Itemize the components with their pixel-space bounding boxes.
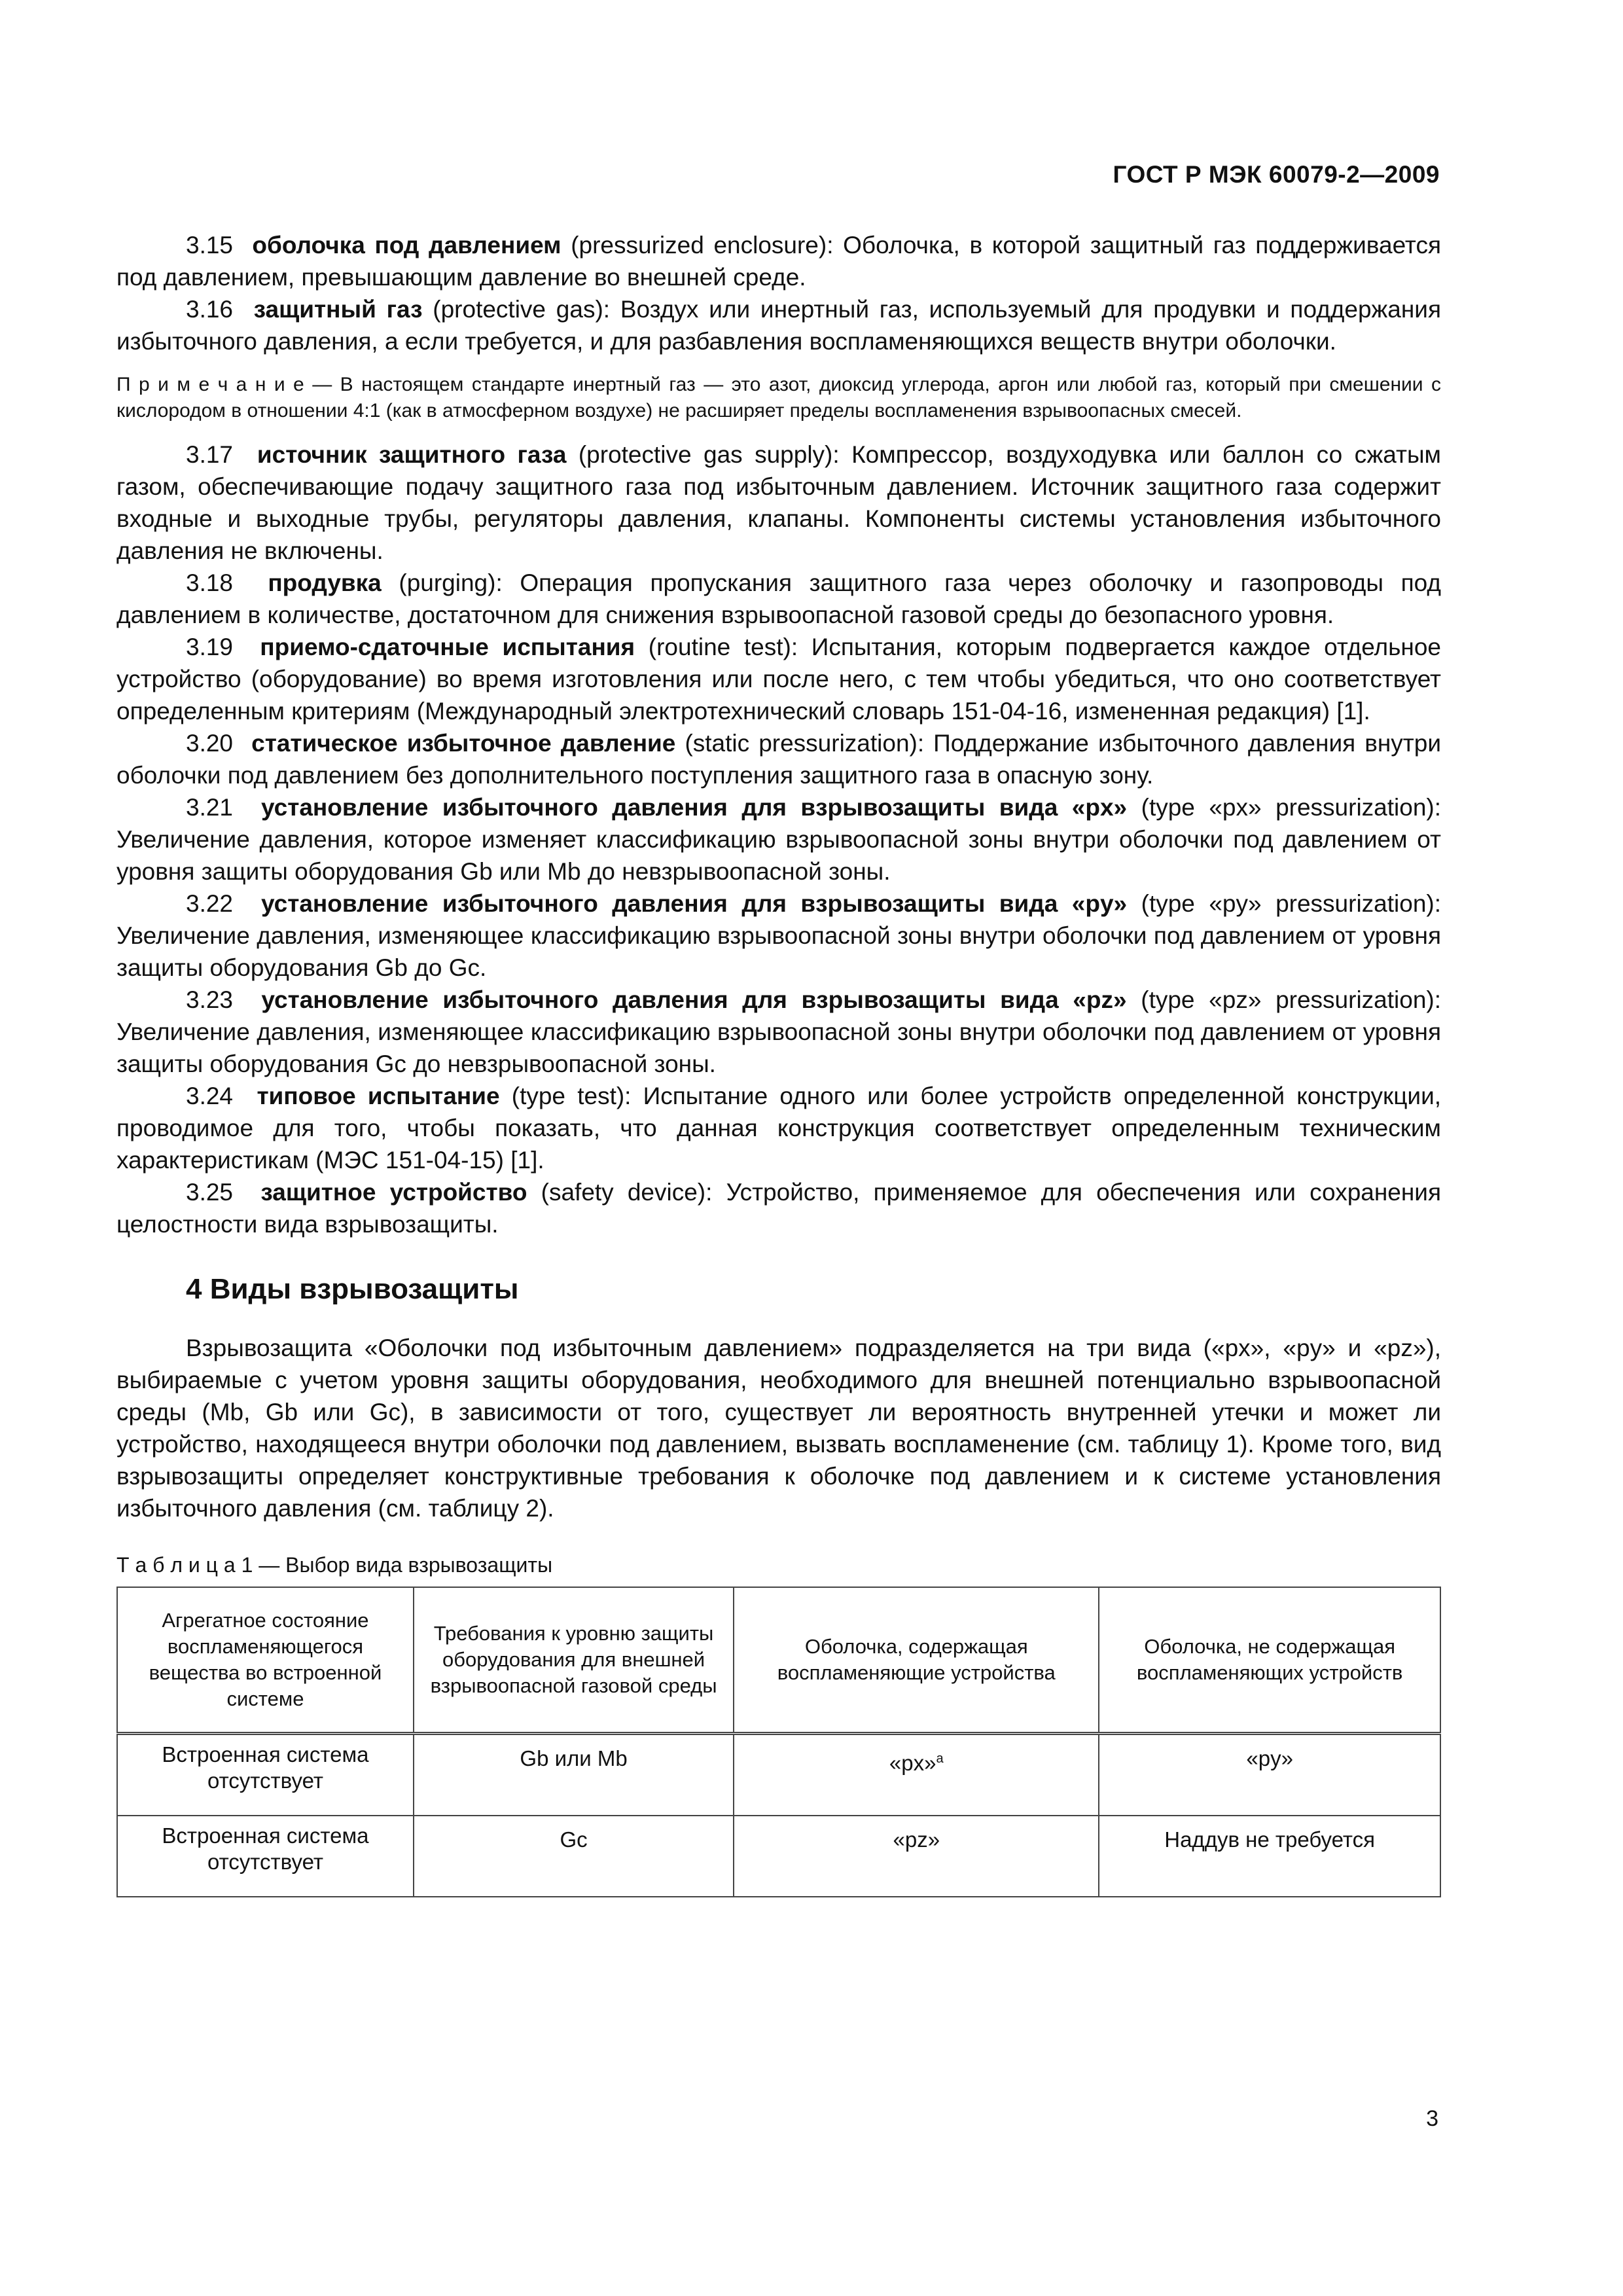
definitions-group-a (116, 229, 1441, 357)
page-content (116, 229, 1441, 1897)
definition-item (116, 229, 1441, 293)
definition-number: 3.20 (186, 730, 234, 757)
definition-number: 3.21 (186, 794, 234, 821)
table-cell: «py» (1099, 1734, 1440, 1816)
definition-text: (pressurized enclosure): Оболочка, в которой защитный газ поддерживается под давлением, превышающим давление во внешней среде. (116, 232, 1441, 291)
definition-item (116, 984, 1441, 1080)
table-cell-text: «px» (889, 1751, 936, 1775)
table-cell: Gb или Mb (414, 1734, 734, 1816)
table-cell: Gc (414, 1816, 734, 1897)
table-row (117, 1734, 1440, 1816)
definition-term: статическое избыточное давление (251, 730, 676, 757)
definition-number: 3.24 (186, 1083, 234, 1109)
definition-text: (purging): Операция пропускания защитного газа через оболочку и газопроводы под давлением в количестве, достаточном для снижения взрывоопасной газовой среды до безопасного уровня. (116, 569, 1441, 628)
definition-text: (protective gas supply): Компрессор, воздуходувка или баллон со сжатым газом, обеспечивающие подачу защитного газа под избыточным давлением. Источник защитного газа содержит входные и выходные трубы, регуляторы давления, клапаны. Компоненты системы установления избыточного давления не включены. (116, 441, 1441, 564)
table-header-row (117, 1587, 1440, 1734)
definition-term: установление избыточного давления для взрывозащиты вида «pz» (261, 986, 1127, 1013)
table-row (117, 1816, 1440, 1897)
definition-text: (type «px» pressurization): Увеличение давления, которое изменяет классификацию взрывоопасной зоны внутри оболочки под давлением от уровня защиты оборудования Gb или Mb до невзрывоопасной зоны. (116, 794, 1441, 885)
definition-text: (type «py» pressurization): Увеличение давления, изменяющее классификацию взрывоопасной зоны внутри оболочки под давлением от уровня защиты оборудования Gb до Gc. (116, 890, 1441, 981)
note-label: П р и м е ч а н и е (116, 374, 304, 395)
definition-term: источник защитного газа (257, 441, 567, 468)
definition-term: защитное устройство (260, 1179, 527, 1206)
definitions-group-b (116, 439, 1441, 1240)
definition-item (116, 791, 1441, 888)
table-header-cell: Оболочка, не содержащая воспламеняющих устройств (1099, 1587, 1440, 1734)
definition-item (116, 1176, 1441, 1240)
document-header: ГОСТ Р МЭК 60079-2—2009 (1113, 161, 1440, 188)
table-caption (116, 1553, 1441, 1577)
definition-item (116, 439, 1441, 567)
definition-text: (static pressurization): Поддержание избыточного давления внутри оболочки под давлением без дополнительного поступления защитного газа в опасную зону. (116, 730, 1441, 789)
table-caption-text: — Выбор вида взрывозащиты (253, 1553, 553, 1577)
table-cell: Встроенная система отсутствует (117, 1734, 414, 1816)
table-header-cell: Агрегатное состояние воспламеняющегося вещества во встроенной системе (117, 1587, 414, 1734)
definition-item (116, 567, 1441, 631)
definition-term: оболочка под давлением (252, 232, 562, 259)
table-cell: «pz» (734, 1816, 1099, 1897)
definition-text: (type «pz» pressurization): Увеличение давления, изменяющее классификацию взрывоопасной зоны внутри оболочки под давлением от уровня защиты оборудования Gc до невзрывоопасной зоны. (116, 986, 1441, 1077)
definition-item (116, 727, 1441, 791)
definition-text: (routine test): Испытания, которым подвергается каждое отдельное устройство (оборудование) во время изготовления или после него, с тем чтобы убедиться, что оно соответствует определенным критериям (Международный электротехнический словарь 151-04-16, измененная редакция) [1]. (116, 634, 1442, 725)
definition-term: приемо-сдаточные испытания (260, 634, 635, 660)
definition-number: 3.25 (186, 1179, 234, 1206)
definition-term: установление избыточного давления для взрывозащиты вида «py» (260, 890, 1128, 917)
definition-number: 3.15 (186, 232, 234, 259)
definition-text: (protective gas): Воздух или инертный газ, используемый для продувки и поддержания избыточного давления, а если требуется, и для разбавления воспламеняющихся веществ внутри оболочки. (116, 296, 1442, 355)
definition-number: 3.18 (186, 569, 234, 596)
definition-number: 3.17 (186, 441, 234, 468)
definition-item (116, 293, 1441, 357)
footnote-marker: a (936, 1751, 944, 1766)
definition-text: (safety device): Устройство, применяемое для обеспечения или сохранения целостности вида взрывозащиты. (116, 1179, 1442, 1238)
section-body: Взрывозащита «Оболочки под избыточным давлением» подразделяется на три вида («px», «py» и «pz»), выбираемые с учетом уровня защиты оборудования, необходимого для внешней потенциально взрывоопасной среды (Mb, Gb или Gc), в зависимости от того, существует ли вероятность внутренней утечки и может ли устройство, находящееся внутри оболочки под давлением, вызвать воспламенение (см. таблицу 1). Кроме того, вид взрывозащиты определяет конструктивные требования к оболочке под давлением и к системе установления избыточного давления (см. таблицу 2). (116, 1335, 1441, 1522)
table-header-cell: Оболочка, содержащая воспламеняющие устройства (734, 1587, 1099, 1734)
definition-term: типовое испытание (257, 1083, 500, 1109)
definition-text: (type test): Испытание одного или более устройств определенной конструкции, проводимое для того, чтобы показать, что данная конструкция соответствует определенным техническим характеристикам (МЭС 151-04-15) [1]. (116, 1083, 1442, 1174)
definition-number: 3.22 (186, 890, 234, 917)
definition-number: 3.23 (186, 986, 234, 1013)
definition-item (116, 1080, 1441, 1176)
table-caption-label: Т а б л и ц а 1 (116, 1553, 253, 1577)
definition-number: 3.16 (186, 296, 234, 323)
definition-term: продувка (268, 569, 382, 596)
definition-item (116, 631, 1441, 727)
note-text: — В настоящем стандарте инертный газ — это азот, диоксид углерода, аргон или любой газ, который при смешении с кислородом в отношении 4:1 (как в атмосферном воздухе) не расширяет пределы воспламенения взрывоопасных смесей. (116, 374, 1442, 422)
page-number: 3 (1426, 2106, 1438, 2131)
table-cell (734, 1734, 1099, 1816)
section-heading: 4 Виды взрывозащиты (186, 1273, 519, 1305)
definition-number: 3.19 (186, 634, 234, 660)
definition-term: установление избыточного давления для взрывозащиты вида «px» (260, 794, 1128, 821)
definition-term: защитный газ (253, 296, 423, 323)
table-header-cell: Требования к уровню защиты оборудования для внешней взрывоопасной газовой среды (414, 1587, 734, 1734)
table-cell: Встроенная система отсутствует (117, 1816, 414, 1897)
selection-table (116, 1587, 1441, 1897)
definition-item (116, 888, 1441, 984)
table-cell: Наддув не требуется (1099, 1816, 1440, 1897)
note (116, 372, 1441, 424)
